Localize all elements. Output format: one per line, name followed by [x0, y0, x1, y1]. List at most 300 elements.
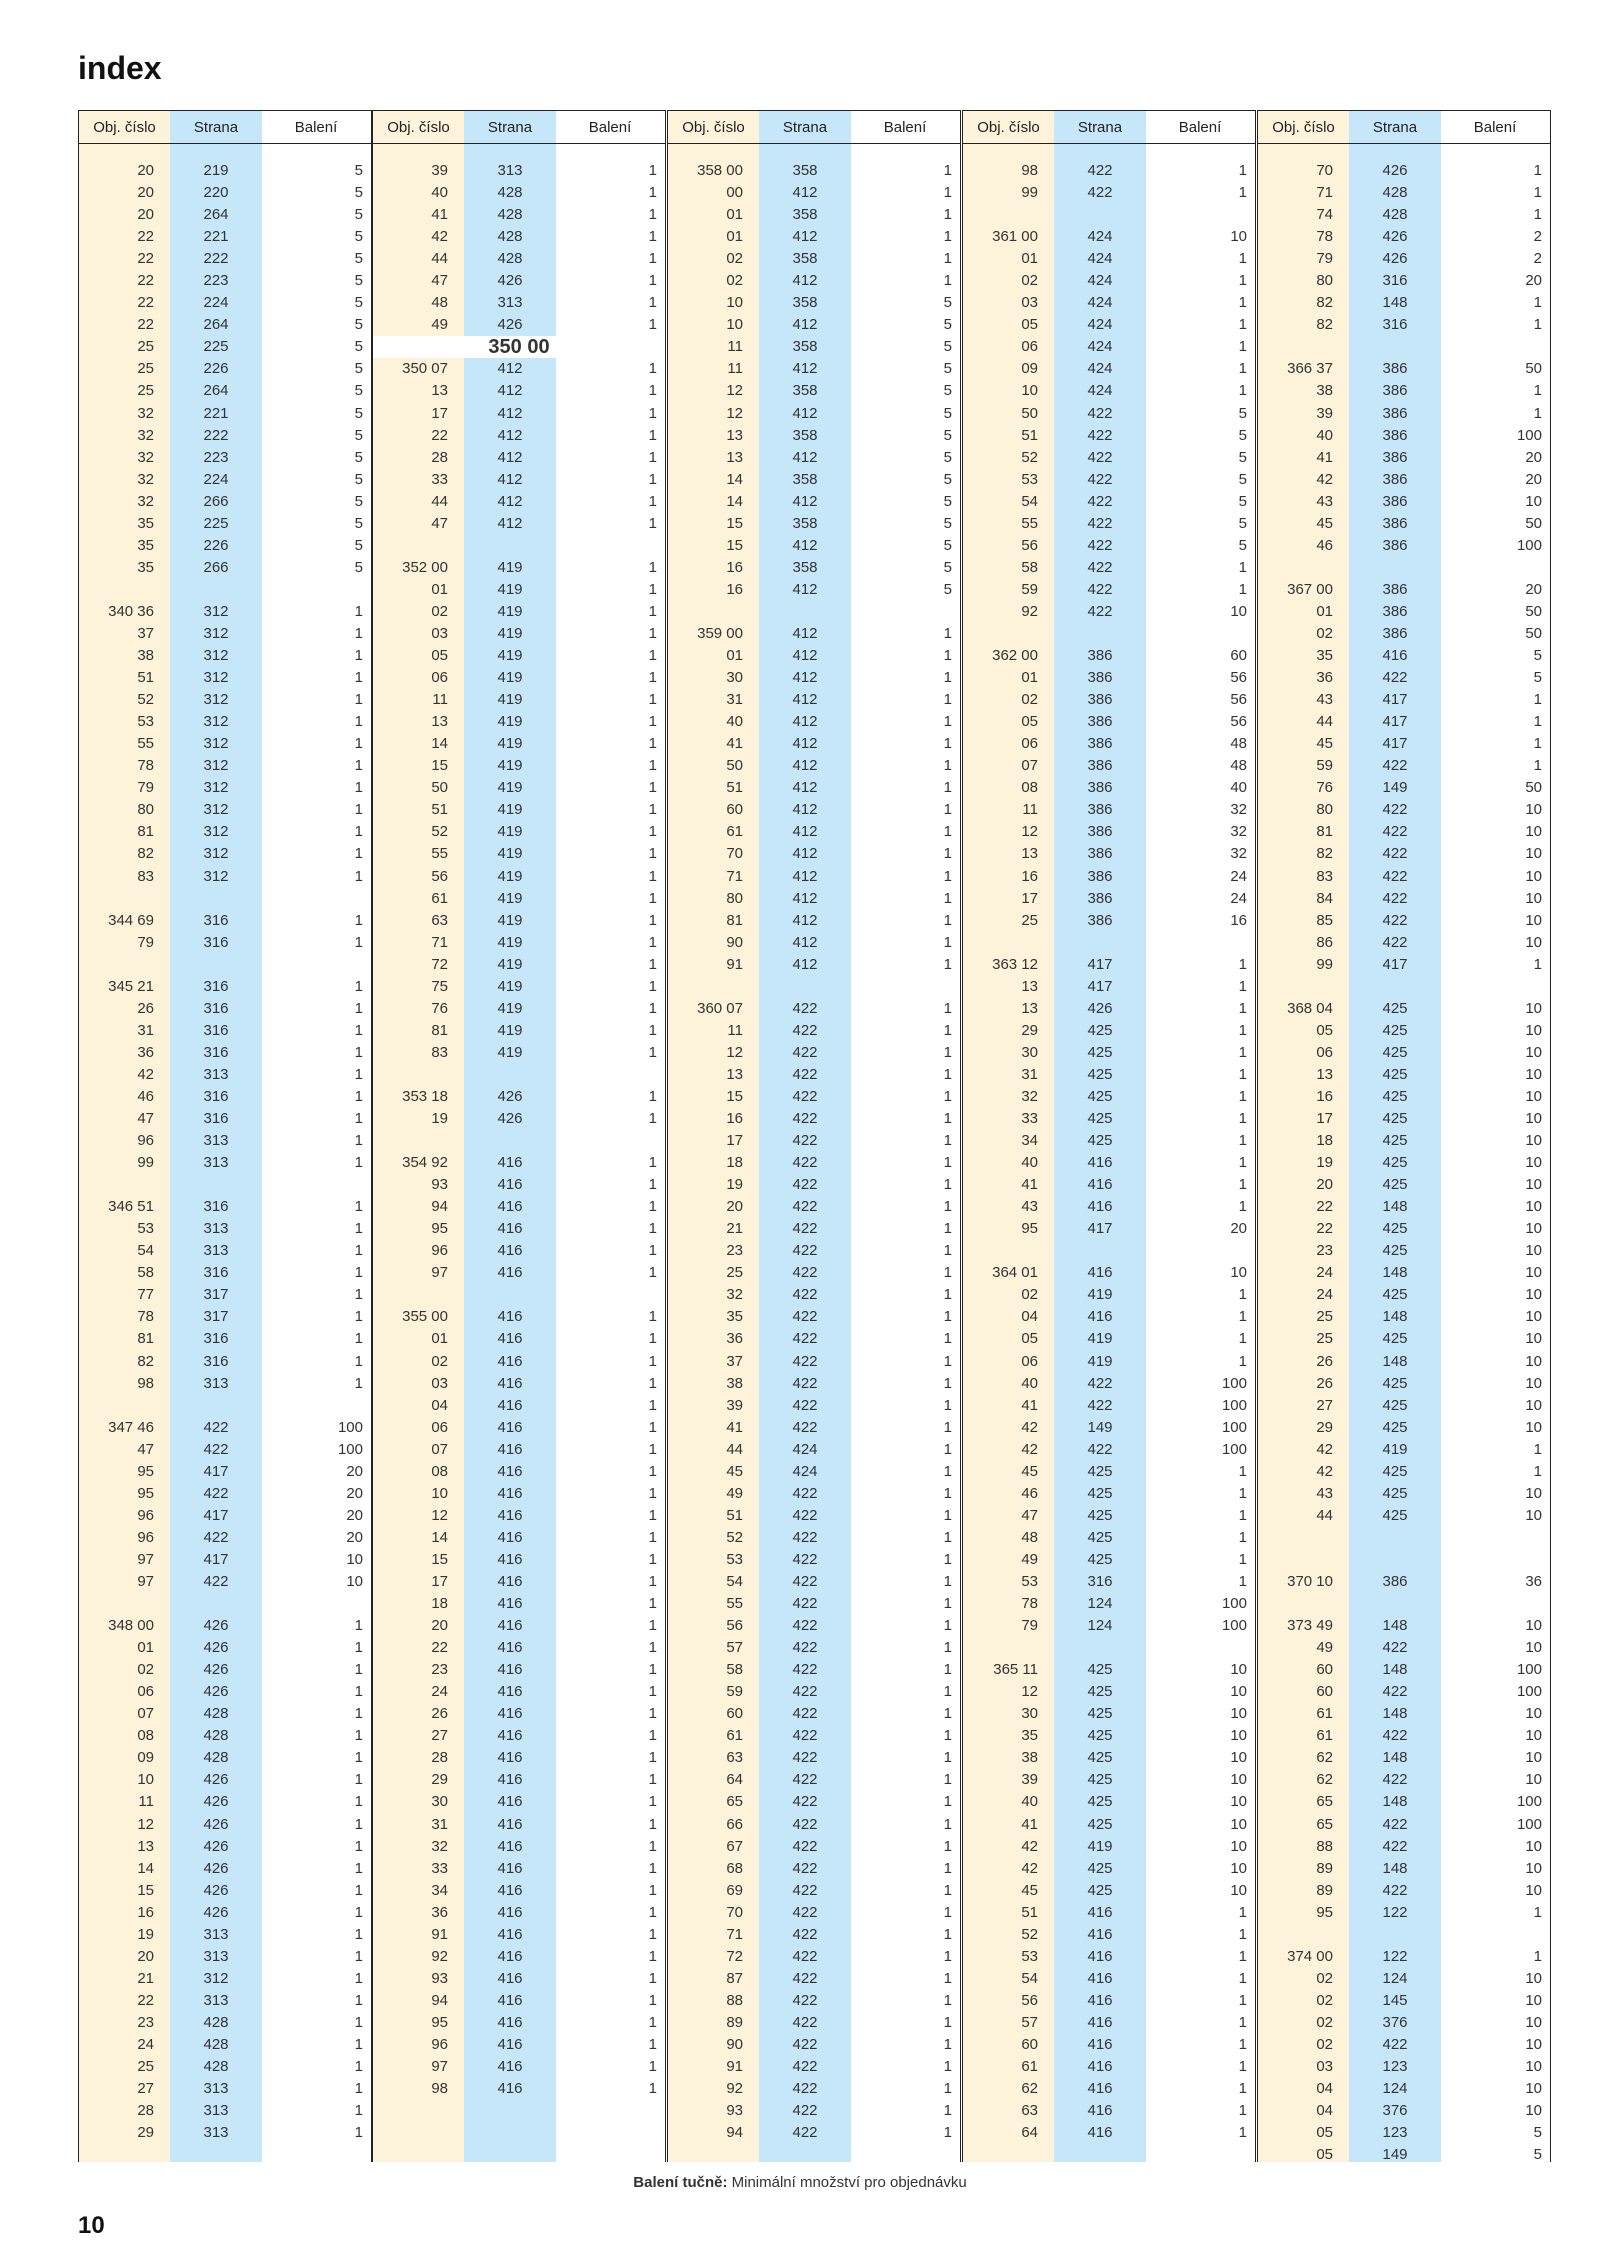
strana-cell: 417 — [203, 1550, 229, 1568]
baleni-cell: 1 — [354, 1154, 363, 1172]
obj-cislo-cell: 54 — [137, 1242, 154, 1260]
baleni-cell: 1 — [354, 845, 363, 863]
obj-cislo-cell: 32 — [137, 470, 154, 488]
obj-cislo-cell: 05 — [431, 647, 448, 665]
obj-cislo-cell: 40 — [1021, 1154, 1038, 1172]
strana-cell: 416 — [497, 1793, 523, 1811]
obj-cislo-cell: 373 49 — [1287, 1617, 1333, 1635]
baleni-cell: 24 — [1230, 867, 1247, 885]
strana-cell: 428 — [203, 2035, 229, 2053]
baleni-cell: 5 — [943, 580, 952, 598]
table-row — [373, 777, 665, 799]
table-row — [79, 491, 371, 513]
strana-cell: 422 — [1382, 2035, 1408, 2053]
obj-cislo-cell: 04 — [431, 1396, 448, 1414]
strana-cell: 412 — [792, 272, 818, 290]
obj-cislo-cell: 32 — [137, 448, 154, 466]
baleni-cell: 1 — [1533, 1903, 1542, 1921]
table-row — [1258, 1284, 1550, 1306]
table-row — [963, 1681, 1255, 1703]
table-row — [79, 1218, 371, 1240]
strana-cell: 412 — [497, 404, 523, 422]
table-row — [668, 1681, 960, 1703]
strana-cell: 422 — [792, 1617, 818, 1635]
baleni-cell: 1 — [648, 955, 657, 973]
strana-cell: 386 — [1087, 713, 1113, 731]
strana-cell: 422 — [792, 2013, 818, 2031]
baleni-cell: 1 — [648, 1021, 657, 1039]
obj-cislo-cell: 06 — [1021, 735, 1038, 753]
table-row — [79, 314, 371, 336]
baleni-cell: 1 — [1238, 1176, 1247, 1194]
table-row — [668, 1747, 960, 1769]
baleni-cell: 1 — [1238, 1110, 1247, 1128]
strana-cell: 264 — [203, 206, 229, 224]
strana-cell: 425 — [1382, 1484, 1408, 1502]
strana-cell: 422 — [792, 1991, 818, 2009]
obj-cislo-cell: 48 — [431, 294, 448, 312]
table-row — [668, 843, 960, 865]
strana-cell: 416 — [497, 1264, 523, 1282]
obj-cislo-cell: 60 — [1316, 1683, 1333, 1701]
baleni-cell: 1 — [648, 1308, 657, 1326]
table-row — [668, 1086, 960, 1108]
strana-cell: 425 — [1087, 1484, 1113, 1502]
baleni-cell: 1 — [648, 2058, 657, 2076]
baleni-cell: 1 — [648, 1947, 657, 1965]
strana-cell: 428 — [203, 1749, 229, 1767]
strana-cell: 148 — [1382, 1661, 1408, 1679]
strana-cell: 419 — [497, 889, 523, 907]
obj-cislo-cell: 354 92 — [402, 1154, 448, 1172]
baleni-cell: 5 — [354, 206, 363, 224]
table-row — [1258, 866, 1550, 888]
strana-cell: 416 — [497, 1683, 523, 1701]
strana-cell: 419 — [497, 1021, 523, 1039]
obj-cislo-cell: 63 — [726, 1749, 743, 1767]
baleni-cell: 1 — [648, 1484, 657, 1502]
baleni-cell: 1 — [354, 1021, 363, 1039]
table-row — [963, 1703, 1255, 1725]
table-row — [963, 601, 1255, 623]
obj-cislo-cell: 51 — [137, 669, 154, 687]
baleni-cell: 10 — [1525, 823, 1542, 841]
baleni-cell: 1 — [354, 602, 363, 620]
obj-cislo-cell: 363 12 — [992, 955, 1038, 973]
obj-cislo-cell: 61 — [726, 1727, 743, 1745]
baleni-cell: 1 — [1238, 1043, 1247, 1061]
table-row — [373, 403, 665, 425]
table-row — [373, 667, 665, 689]
obj-cislo-cell: 40 — [1316, 426, 1333, 444]
baleni-cell: 1 — [1533, 316, 1542, 334]
table-row — [1258, 777, 1550, 799]
baleni-cell: 1 — [943, 999, 952, 1017]
strana-cell: 386 — [1382, 470, 1408, 488]
baleni-cell: 1 — [354, 2013, 363, 2031]
strana-cell: 416 — [497, 1550, 523, 1568]
table-row — [668, 270, 960, 292]
baleni-cell: 24 — [1230, 889, 1247, 907]
table-row — [668, 1461, 960, 1483]
obj-cislo-cell: 44 — [1316, 713, 1333, 731]
table-row — [963, 1946, 1255, 1968]
baleni-cell: 1 — [1533, 1440, 1542, 1458]
strana-cell: 422 — [1087, 470, 1113, 488]
strana-cell: 422 — [203, 1440, 229, 1458]
baleni-cell: 1 — [354, 1220, 363, 1238]
strana-cell: 422 — [1382, 1881, 1408, 1899]
table-row — [668, 557, 960, 579]
obj-cislo-cell: 367 00 — [1287, 580, 1333, 598]
strana-cell: 316 — [1382, 272, 1408, 290]
strana-cell: 419 — [497, 933, 523, 951]
strana-cell: 422 — [792, 1683, 818, 1701]
obj-cislo-cell: 352 00 — [402, 558, 448, 576]
obj-cislo-cell: 02 — [1021, 691, 1038, 709]
strana-cell: 386 — [1382, 426, 1408, 444]
obj-cislo-cell: 53 — [137, 713, 154, 731]
obj-cislo-cell: 54 — [726, 1573, 743, 1590]
baleni-cell: 5 — [1238, 404, 1247, 422]
obj-cislo-cell: 58 — [1021, 558, 1038, 576]
table-row — [373, 1659, 665, 1681]
strana-cell: 412 — [792, 713, 818, 731]
table-row — [373, 645, 665, 667]
table-row — [963, 1527, 1255, 1549]
table-row — [79, 270, 371, 292]
baleni-cell: 1 — [1238, 1308, 1247, 1326]
baleni-cell: 5 — [943, 536, 952, 554]
strana-cell: 422 — [1382, 1639, 1408, 1657]
obj-cislo-cell: 02 — [1316, 1991, 1333, 2009]
table-row — [79, 1858, 371, 1880]
obj-cislo-cell: 32 — [137, 492, 154, 510]
baleni-cell: 1 — [943, 1793, 952, 1811]
baleni-cell: 10 — [1525, 801, 1542, 819]
obj-cislo-cell: 01 — [1021, 250, 1038, 268]
obj-cislo-cell: 19 — [431, 1110, 448, 1128]
obj-cislo-cell: 02 — [726, 272, 743, 290]
baleni-cell: 1 — [354, 1352, 363, 1370]
obj-cislo-cell: 01 — [137, 1639, 154, 1657]
obj-cislo-cell: 364 01 — [992, 1264, 1038, 1282]
obj-cislo-cell: 36 — [137, 1043, 154, 1061]
baleni-cell: 1 — [648, 294, 657, 312]
strana-cell: 425 — [1087, 1043, 1113, 1061]
table-row — [373, 1196, 665, 1218]
obj-cislo-cell: 99 — [137, 1154, 154, 1172]
table-row — [79, 733, 371, 755]
obj-cislo-cell: 62 — [1316, 1749, 1333, 1767]
obj-cislo-cell: 25 — [1316, 1330, 1333, 1348]
strana-cell: 221 — [203, 404, 229, 422]
table-row — [668, 1417, 960, 1439]
strana-cell: 412 — [792, 669, 818, 687]
table-row — [963, 1373, 1255, 1395]
strana-cell: 425 — [1087, 1132, 1113, 1150]
obj-cislo-cell: 02 — [1316, 624, 1333, 642]
baleni-cell: 5 — [943, 558, 952, 576]
obj-cislo-cell: 25 — [137, 338, 154, 356]
table-row — [79, 1703, 371, 1725]
strana-cell: 416 — [497, 1154, 523, 1172]
baleni-cell: 1 — [354, 1110, 363, 1128]
strana-cell: 386 — [1382, 602, 1408, 620]
obj-cislo-cell: 52 — [1021, 1925, 1038, 1943]
strana-cell: 313 — [203, 1925, 229, 1943]
baleni-cell: 48 — [1230, 735, 1247, 753]
baleni-cell: 5 — [354, 338, 363, 356]
table-row — [373, 1946, 665, 1968]
baleni-cell: 48 — [1230, 757, 1247, 775]
strana-cell: 425 — [1087, 1749, 1113, 1767]
obj-cislo-cell: 06 — [431, 1418, 448, 1436]
table-row — [373, 469, 665, 491]
baleni-cell: 20 — [1525, 448, 1542, 466]
obj-cislo-cell: 22 — [1316, 1220, 1333, 1238]
strana-cell: 422 — [1087, 536, 1113, 554]
table-row — [373, 954, 665, 976]
baleni-cell: 1 — [943, 757, 952, 775]
baleni-cell: 1 — [943, 647, 952, 665]
table-row — [373, 1968, 665, 1990]
table-row — [373, 821, 665, 843]
table-row — [668, 1571, 960, 1593]
obj-cislo-cell: 89 — [726, 2013, 743, 2031]
baleni-cell: 1 — [648, 1793, 657, 1811]
strana-cell: 386 — [1087, 757, 1113, 775]
table-row — [373, 1549, 665, 1571]
baleni-cell: 1 — [943, 801, 952, 819]
obj-cislo-cell: 15 — [431, 757, 448, 775]
obj-cislo-cell: 32 — [726, 1286, 743, 1304]
page-title: index — [78, 50, 162, 86]
strana-cell: 416 — [1087, 1154, 1113, 1172]
strana-cell: 422 — [792, 1043, 818, 1061]
table-row — [668, 1990, 960, 2012]
obj-cislo-cell: 64 — [726, 1771, 743, 1789]
baleni-cell: 1 — [648, 1705, 657, 1723]
baleni-cell: 1 — [1238, 382, 1247, 400]
table-row — [373, 1747, 665, 1769]
baleni-cell: 10 — [1525, 1617, 1542, 1635]
strana-cell: 416 — [1087, 2080, 1113, 2098]
baleni-cell: 1 — [943, 1639, 952, 1657]
strana-cell: 223 — [203, 272, 229, 290]
table-row — [373, 689, 665, 711]
obj-cislo-cell: 13 — [137, 1837, 154, 1855]
baleni-cell: 10 — [1525, 999, 1542, 1017]
table-row — [1258, 711, 1550, 733]
baleni-cell: 1 — [648, 1837, 657, 1855]
obj-cislo-cell: 20 — [137, 1947, 154, 1965]
obj-cislo-cell: 46 — [137, 1087, 154, 1105]
table-row — [963, 1615, 1255, 1637]
strana-cell: 425 — [1087, 1683, 1113, 1701]
baleni-cell: 1 — [354, 624, 363, 642]
table-row — [373, 1858, 665, 1880]
table-row — [373, 380, 665, 402]
strana-cell: 428 — [497, 250, 523, 268]
obj-cislo-cell: 12 — [726, 1043, 743, 1061]
strana-cell: 224 — [203, 294, 229, 312]
obj-cislo-cell: 82 — [137, 845, 154, 863]
table-row — [963, 1659, 1255, 1681]
table-row — [963, 336, 1255, 358]
baleni-cell: 32 — [1230, 801, 1247, 819]
strana-cell: 358 — [792, 470, 818, 488]
strana-cell: 386 — [1382, 624, 1408, 642]
strana-cell: 312 — [203, 669, 229, 687]
table-row — [79, 910, 371, 932]
strana-cell: 312 — [203, 1969, 229, 1987]
baleni-cell: 100 — [1221, 1418, 1247, 1436]
table-row — [668, 1946, 960, 1968]
table-row — [79, 1791, 371, 1813]
baleni-cell: 10 — [1230, 1749, 1247, 1767]
strana-cell: 386 — [1087, 867, 1113, 885]
strana-cell: 386 — [1087, 911, 1113, 929]
baleni-cell: 1 — [1238, 1286, 1247, 1304]
table-row — [79, 1924, 371, 1946]
baleni-cell: 1 — [943, 1991, 952, 2009]
strana-cell: 416 — [497, 1617, 523, 1635]
table-row — [373, 1240, 665, 1262]
table-row — [79, 2034, 371, 2056]
baleni-cell: 1 — [648, 1683, 657, 1701]
baleni-cell: 1 — [354, 1087, 363, 1105]
table-row — [79, 1130, 371, 1152]
table-row — [1258, 1924, 1550, 1946]
table-row — [79, 1902, 371, 1924]
strana-cell: 416 — [497, 2080, 523, 2098]
obj-cislo-cell: 43 — [1021, 1198, 1038, 1216]
strana-cell: 386 — [1382, 360, 1408, 378]
strana-cell: 416 — [497, 1925, 523, 1943]
strana-cell: 148 — [1382, 1264, 1408, 1282]
baleni-cell: 50 — [1525, 779, 1542, 797]
strana-cell: 425 — [1087, 1087, 1113, 1105]
obj-cislo-cell: 65 — [1316, 1793, 1333, 1811]
baleni-cell: 1 — [354, 1286, 363, 1304]
obj-cislo-cell: 05 — [1021, 316, 1038, 334]
baleni-cell: 100 — [1221, 1440, 1247, 1458]
strana-cell: 425 — [1382, 1065, 1408, 1083]
baleni-cell: 1 — [1533, 294, 1542, 312]
obj-cislo-cell: 89 — [1316, 1881, 1333, 1899]
table-row — [963, 1814, 1255, 1836]
obj-cislo-cell: 92 — [431, 1947, 448, 1965]
table-row — [963, 469, 1255, 491]
table-row — [1258, 1990, 1550, 2012]
table-row — [668, 1968, 960, 1990]
table-row — [1258, 623, 1550, 645]
table-row — [963, 160, 1255, 182]
obj-cislo-cell: 08 — [431, 1462, 448, 1480]
table-row — [963, 689, 1255, 711]
baleni-cell: 1 — [354, 1043, 363, 1061]
strana-cell: 313 — [203, 2080, 229, 2098]
header-obj-cislo: Obj. číslo — [963, 111, 1054, 143]
table-row — [1258, 1659, 1550, 1681]
header-strana: Strana — [759, 111, 851, 143]
obj-cislo-cell: 25 — [1021, 911, 1038, 929]
table-row — [1258, 336, 1550, 358]
obj-cislo-cell: 01 — [431, 1330, 448, 1348]
table-row — [668, 1593, 960, 1615]
table-row — [668, 1395, 960, 1417]
table-row — [963, 1152, 1255, 1174]
strana-cell: 416 — [497, 1881, 523, 1899]
baleni-cell: 1 — [648, 1859, 657, 1877]
strana-cell: 386 — [1382, 404, 1408, 422]
header-strana: Strana — [464, 111, 556, 143]
strana-cell: 422 — [792, 1528, 818, 1546]
index-table — [78, 110, 372, 2162]
table-row — [668, 1196, 960, 1218]
obj-cislo-cell: 358 00 — [697, 162, 743, 179]
baleni-cell: 1 — [354, 867, 363, 885]
obj-cislo-cell: 62 — [1316, 1771, 1333, 1789]
baleni-cell: 1 — [943, 624, 952, 642]
obj-cislo-cell: 10 — [137, 1771, 154, 1789]
table-row — [963, 1328, 1255, 1350]
baleni-cell: 1 — [1238, 2035, 1247, 2053]
table-row — [963, 2034, 1255, 2056]
obj-cislo-cell: 78 — [137, 757, 154, 775]
table-row — [963, 491, 1255, 513]
table-row — [79, 1968, 371, 1990]
obj-cislo-cell: 08 — [1021, 779, 1038, 797]
strana-cell: 386 — [1087, 845, 1113, 863]
obj-cislo-cell: 81 — [726, 911, 743, 929]
table-row — [79, 1571, 371, 1593]
strana-cell: 419 — [497, 558, 523, 576]
table-row — [668, 579, 960, 601]
obj-cislo-cell: 18 — [1316, 1132, 1333, 1150]
obj-cislo-cell: 61 — [1316, 1705, 1333, 1723]
table-row — [668, 888, 960, 910]
strana-cell: 219 — [203, 162, 229, 179]
obj-cislo-cell: 55 — [137, 735, 154, 753]
baleni-cell: 10 — [1525, 1132, 1542, 1150]
table-row — [79, 557, 371, 579]
obj-cislo-cell: 12 — [137, 1815, 154, 1833]
baleni-cell: 10 — [1525, 1176, 1542, 1194]
table-row — [1258, 1593, 1550, 1615]
strana-cell: 422 — [792, 1396, 818, 1414]
obj-cislo-cell: 82 — [1316, 316, 1333, 334]
baleni-cell: 1 — [354, 1132, 363, 1150]
obj-cislo-cell: 49 — [1021, 1550, 1038, 1568]
obj-cislo-cell: 42 — [137, 1065, 154, 1083]
strana-cell: 312 — [203, 735, 229, 753]
strana-cell: 412 — [792, 867, 818, 885]
strana-cell: 313 — [203, 2124, 229, 2142]
baleni-cell: 1 — [354, 1661, 363, 1679]
obj-cislo-cell: 03 — [1316, 2058, 1333, 2076]
table-row — [963, 1174, 1255, 1196]
strana-cell: 426 — [203, 1903, 229, 1921]
strana-cell: 422 — [1382, 801, 1408, 819]
baleni-cell: 1 — [648, 602, 657, 620]
strana-cell: 416 — [497, 1991, 523, 2009]
baleni-cell: 5 — [354, 426, 363, 444]
table-row — [668, 1483, 960, 1505]
obj-cislo-cell: 82 — [1316, 294, 1333, 312]
table-row — [79, 160, 371, 182]
